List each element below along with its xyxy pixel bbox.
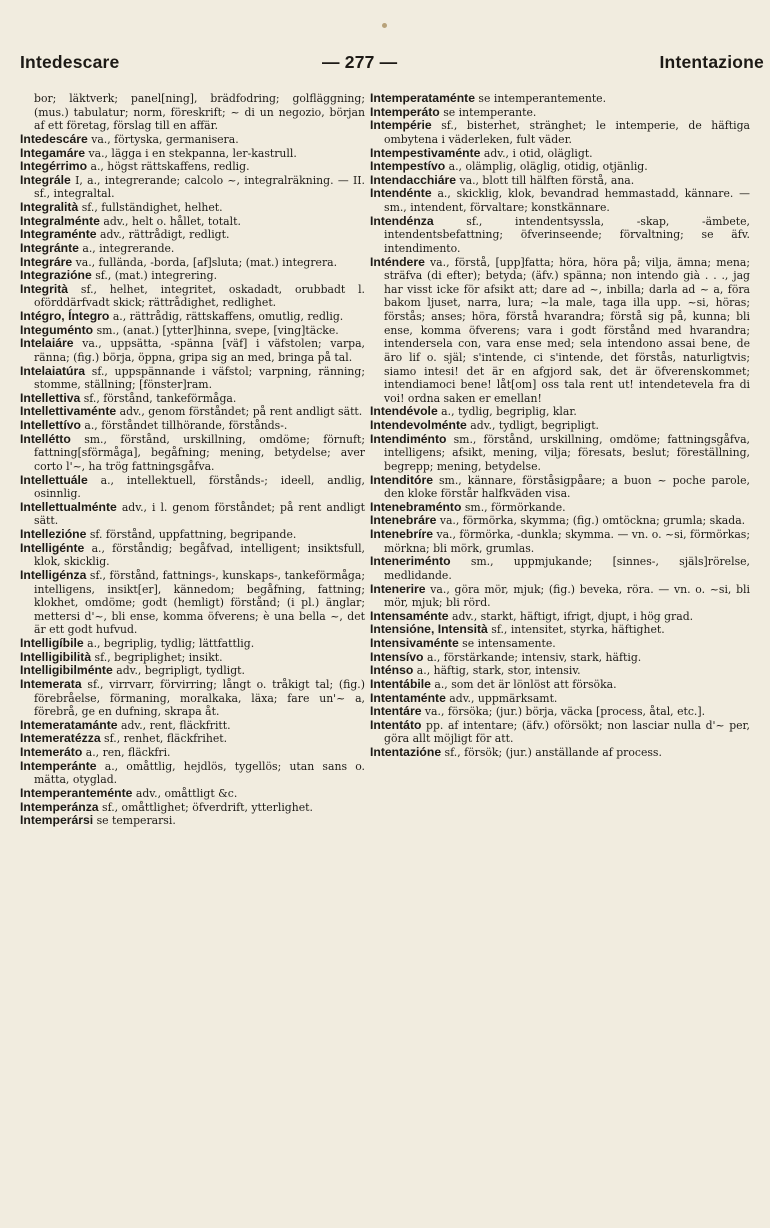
dictionary-entry [20, 92, 365, 133]
dictionary-entry [370, 664, 750, 678]
entry-headword: Integráre [20, 254, 73, 269]
dictionary-entry [370, 719, 750, 746]
dictionary-entry [370, 92, 750, 106]
entry-headword: Intentaménte [370, 690, 446, 705]
entry-headword: Intentáre [370, 704, 422, 719]
dictionary-entry [370, 637, 750, 651]
entry-headword: Intensívo [370, 649, 424, 664]
dictionary-entry [370, 583, 750, 610]
dictionary-entry [20, 405, 365, 419]
entry-definition: sf., virrvarr, förvirring; långt o. tråkigt tal; (fig.) förebråelse, förmaning, moralkaka, läxa; fare un'~ a, förebrå, ge en dufning, skrapa åt. [34, 677, 365, 719]
entry-definition: adv., omåttligt &c. [132, 786, 238, 800]
dictionary-entry [20, 542, 365, 569]
dictionary-entry [370, 187, 750, 214]
entry-definition: sf., fullständighet, helhet. [78, 201, 223, 214]
entry-headword: Intenebraménto [370, 499, 462, 514]
entry-definition: se intemperantemente. [474, 92, 607, 105]
header-last-word: Intentazione [659, 52, 764, 72]
entry-definition: a., skicklig, klok, bevandrad hemmastadd, kännare. — sm., intendent, förvaltare; konstkännare. [384, 187, 750, 214]
entry-definition: sf., renhet, fläckfrihet. [100, 732, 228, 746]
entry-headword: Intempestivaménte [370, 145, 481, 160]
entry-definition: a., förståndet tillhörande, förstånds-. [80, 419, 288, 432]
dictionary-entry [370, 705, 750, 719]
entry-headword: Intendacchiáre [370, 172, 457, 187]
dictionary-entry [20, 814, 365, 828]
entry-definition: adv., rättrådigt, redligt. [96, 228, 230, 242]
entry-definition: a., rättrådig, rättskaffens, omutlig, redlig. [109, 310, 344, 323]
entry-definition: bor; läktverk; panel[ning], brädfodring; golfläggning; (mus.) tabulatur; norm, föreskrift; ~ di un negozio, början af ett företag, förslag till en affär. [34, 92, 365, 133]
entry-definition: sf., intensitet, styrka, häftighet. [487, 623, 665, 637]
entry-headword: Intendénte [370, 186, 432, 201]
entry-definition: va., förmörka, -dunkla; skymma. — vn. o. ~si, förmörkas; mörkna; bli mörk, grumlas. [384, 528, 750, 555]
entry-headword: Intenebráre [370, 513, 437, 528]
dictionary-entry [20, 242, 365, 256]
dictionary-entry [370, 623, 750, 637]
entry-headword: Inténso [370, 663, 414, 678]
entry-definition: adv., uppmärksamt. [445, 691, 558, 705]
entry-headword: Integránte [20, 240, 79, 255]
dictionary-entry [20, 474, 365, 501]
entry-headword: Intellétto [20, 431, 71, 446]
entry-definition: adv., tydligt, begripligt. [466, 419, 600, 432]
dictionary-entry [20, 215, 365, 229]
dictionary-entry [370, 678, 750, 692]
entry-headword: Intentazióne [370, 745, 442, 759]
entry-headword: Intendevolménte [370, 418, 467, 432]
entry-headword: Intellettivaménte [20, 404, 117, 419]
entry-headword: Intensivaménte [370, 636, 459, 650]
entry-headword: Intensióne, Intensità [370, 622, 488, 637]
dictionary-entry [20, 651, 365, 665]
entry-definition: sf., intendentsyssla, -skap, -ämbete, intendentsbefattning; öfverinseende; förvaltning; se äfv. intendimento. [384, 214, 750, 255]
entry-definition: a., integrerande. [78, 241, 175, 255]
dictionary-entry [370, 555, 750, 582]
dictionary-entry [20, 746, 365, 760]
entry-definition: a., ren, fläckfri. [82, 746, 171, 759]
entry-definition: va., lägga i en stekpanna, ler-kastrull. [85, 146, 297, 160]
dictionary-entry [370, 610, 750, 624]
entry-definition: va., blott till hälften förstå, ana. [456, 173, 635, 187]
entry-headword: Integérrimo [20, 159, 88, 174]
entry-definition: pp. af intentare; (äfv.) oförsökt; non lasciar nulla d'~ per, göra allt möjligt för att. [384, 718, 750, 746]
dictionary-entry [370, 106, 750, 120]
left-column [20, 92, 365, 828]
entry-definition: sf., försök; (jur.) anställande af process. [441, 746, 662, 759]
entry-definition: adv., helt o. hållet, totalt. [99, 214, 241, 228]
entry-headword: Intempestívo [370, 159, 446, 174]
entry-headword: Intenebríre [370, 527, 433, 541]
entry-definition: adv., i otid, olägligt. [480, 146, 593, 160]
entry-headword: Integamáre [20, 145, 86, 160]
dictionary-entry [370, 528, 750, 555]
entry-definition: sf., begriplighet; insikt. [91, 650, 223, 664]
dictionary-entry [370, 692, 750, 706]
entry-headword: Intellettuále [20, 472, 88, 487]
entry-headword: Intellezióne [20, 527, 87, 541]
dictionary-entry [370, 147, 750, 161]
entry-definition: I, a., integrerande; calcolo ~, integralräkning. — II. sf., integraltal. [34, 173, 365, 201]
entry-definition: adv., genom förståndet; på rent andligt sätt. [116, 405, 363, 419]
dictionary-entry [20, 719, 365, 733]
entry-headword: Intelaiatúra [20, 363, 86, 378]
entry-headword: Intempérie [370, 118, 432, 133]
entry-headword: Integrità [20, 281, 69, 296]
dictionary-entry [20, 147, 365, 161]
entry-headword: Intemerata [20, 676, 82, 691]
entry-headword: Intendiménto [370, 431, 447, 446]
dictionary-entry [370, 215, 750, 256]
entry-definition: sm., förstånd, urskillning, omdöme; förnuft; fattning[sförmåga], begåfning; mening, betydelse; aver corto l'~, ha trög fattningsgåfva. [34, 432, 365, 473]
dictionary-entry [20, 787, 365, 801]
entry-headword: Intellettualménte [20, 499, 117, 514]
entry-headword: Intenditóre [370, 472, 433, 487]
entry-definition: va., förstå, [upp]fatta; höra, höra på; vilja, ämna; mena; sträfva (di efter); betyda; (äfv.) spänna; non intendo già . . ., jag har visst icke för afsikt att; dare ad ~, inbilla; darla ad ~ a, föra bakom ljuset, narra, lura; ~la male, taga illa upp. ~si, höras; förstås; anses; höra, förstå hvarandra; förstå sig på, kunna; bli ense, komma öfverens; vara i godt förstånd med hvarandra; intendersela con, vara ense med; sela intendono assai bene, de äro lif o. själ; s'intende, ci s'intende, det förstås, naturligtvis; siamo intesi! det är en afgjord sak, det är öfverenskommet; intendiamoci bene! låt[om] oss tala rent ut! intendetevela fra di voi! ordna saken er emellan! [384, 255, 750, 405]
dictionary-entry [370, 160, 750, 174]
dictionary-entry [20, 174, 365, 201]
entry-definition: sm., uppmjukande; [sinnes-, själs]rörelse, medlidande. [384, 555, 750, 582]
entry-definition: se temperarsi. [93, 814, 176, 828]
entry-definition: sf., bisterhet, stränghet; le intemperie, de häftiga ombytena i väderleken, fult väder. [384, 119, 750, 146]
entry-headword: Integrále [20, 172, 71, 187]
dictionary-entry [20, 310, 365, 324]
entry-headword: Intendénza [370, 213, 434, 228]
entry-headword: Intendévole [370, 404, 438, 419]
entry-headword: Intelaiáre [20, 336, 74, 351]
entry-definition: a., förstärkande; intensiv, stark, häftig. [423, 650, 642, 664]
entry-definition: adv., starkt, häftigt, ifrigt, djupt, i hög grad. [448, 609, 694, 623]
entry-headword: Intemperársi [20, 813, 94, 828]
entry-headword: Intemeratamánte [20, 717, 118, 732]
dictionary-entry [370, 119, 750, 146]
entry-definition: a., som det är lönlöst att försöka. [430, 677, 617, 691]
dictionary-entry [370, 746, 750, 760]
entry-headword: Integuménto [20, 322, 94, 337]
entry-definition: va., försöka; (jur.) börja, väcka [process, åtal, etc.]. [421, 705, 706, 719]
entry-definition: sf., helhet, integritet, oskadadt, orubbadt l. oförddärfvadt skick; rättrådighet, redlighet. [34, 282, 365, 310]
dictionary-entry [370, 514, 750, 528]
dictionary-entry [20, 419, 365, 433]
dictionary-entry [20, 283, 365, 310]
entry-definition: adv., rent, fläckfritt. [117, 718, 231, 732]
entry-definition: va., uppsätta, -spänna [väf] i väfstolen; varpa, ränna; (fig.) börja, öppna, gripa sig an med, bringa på tal. [34, 337, 365, 364]
entry-definition: va., förtyska, germanisera. [87, 132, 239, 146]
entry-definition: a., förståndig; begåfvad, intelligent; insiktsfull, klok, skicklig. [34, 541, 365, 569]
entry-definition: adv., begripligt, tydligt. [112, 664, 245, 678]
dictionary-entry [20, 501, 365, 528]
dictionary-entry [20, 801, 365, 815]
dictionary-entry [20, 228, 365, 242]
entry-headword: Inteneriménto [370, 554, 451, 569]
entry-definition: sf., omåttlighet; öfverdrift, ytterlighet. [98, 800, 313, 814]
right-column [370, 92, 750, 760]
entry-headword: Intemperánte [20, 758, 97, 773]
header-first-word: Intedescare [20, 52, 120, 72]
entry-definition: va., fullända, -borda, [af]sluta; (mat.) integrera. [72, 255, 338, 269]
entry-headword: Integralità [20, 200, 79, 214]
entry-definition: a., tydlig, begriplig, klar. [437, 405, 577, 419]
entry-headword: Intelligibilità [20, 649, 92, 664]
entry-headword: Intellettívo [20, 418, 81, 432]
entry-definition: sm., (anat.) [ytter]hinna, svepe, [ving]täcke. [93, 323, 339, 337]
dictionary-entry [20, 160, 365, 174]
entry-definition: sf., (mat.) integrering. [91, 269, 218, 283]
entry-definition: sm., förstånd, urskillning, omdöme; fattningsgåfva, intelligens; afsikt, mening, vilja; föresats, beslut; föreställning, begrepp; mening, betydelse. [384, 432, 750, 473]
entry-definition: a., omåttlig, hejdlös, tygellös; utan sans o. mätta, otyglad. [34, 759, 365, 787]
entry-headword: Intensaménte [370, 608, 449, 623]
entry-headword: Integrazióne [20, 268, 92, 283]
entry-definition: adv., i l. genom förståndet; på rent andligt sätt. [34, 500, 365, 528]
dictionary-entry [20, 392, 365, 406]
entry-definition: a., högst rättskaffens, redlig. [87, 160, 250, 174]
entry-headword: Intellettiva [20, 390, 81, 405]
entry-headword: Integraménte [20, 227, 97, 242]
entry-headword: Intenerire [370, 581, 426, 596]
dictionary-entry [370, 474, 750, 501]
dictionary-entry [20, 324, 365, 338]
entry-definition: sm., kännare, förståsigpåare; a buon ~ poche parole, den kloke förstår halfkväden visa. [384, 473, 750, 501]
dictionary-entry [20, 201, 365, 215]
entry-headword: Intelligénte [20, 540, 85, 555]
entry-headword: Intentábile [370, 676, 431, 691]
entry-definition: sf., förstånd, tankeförmåga. [80, 391, 237, 405]
entry-headword: Intemeráto [20, 745, 83, 759]
entry-headword: Intentáto [370, 717, 422, 732]
entry-definition: sf., förstånd, fattnings-, kunskaps-, tankeförmåga; intelligens, insikt[er], kännedom; begåfning, fattning; klokhet, omdöme; godt (hemligt) förstånd; (i pl.) änglar; mettersi d'~, bli ense, komma öfverens; è una bella ~, det är ett godt hufvud. [34, 568, 365, 637]
entry-definition: sf., uppspännande i väfstol; varpning, ränning; stomme, ställning; [fönster]ram. [34, 364, 365, 392]
dictionary-entry [20, 664, 365, 678]
dictionary-entry [20, 365, 365, 392]
entry-definition: sm., förmörkande. [461, 500, 566, 514]
dictionary-entry [370, 501, 750, 515]
page-header [20, 52, 764, 78]
dictionary-entry [20, 528, 365, 542]
dictionary-entry [370, 405, 750, 419]
dictionary-entry [370, 419, 750, 433]
entry-headword: Intégro, Íntegro [20, 309, 110, 323]
dictionary-entry [20, 433, 365, 474]
dictionary-entry [20, 256, 365, 270]
entry-definition: se intensamente. [458, 637, 556, 650]
entry-definition: a., intellektuell, förstånds-; ideell, andlig, osinnlig. [34, 473, 365, 501]
dictionary-entry [20, 133, 365, 147]
dictionary-entry [20, 760, 365, 787]
entry-headword: Intelligibilménte [20, 663, 113, 678]
entry-headword: Inténdere [370, 254, 425, 269]
dictionary-entry [370, 433, 750, 474]
dictionary-entry [20, 637, 365, 651]
entry-headword: Intemperataménte [370, 91, 475, 105]
entry-headword: Intedescáre [20, 131, 88, 146]
entry-definition: se intemperante. [439, 105, 537, 119]
dictionary-entry [20, 678, 365, 719]
entry-headword: Intemeratézza [20, 731, 101, 746]
dictionary-entry [370, 651, 750, 665]
entry-definition: a., begriplig, tydlig; lättfattlig. [83, 637, 255, 650]
dictionary-entry [370, 174, 750, 188]
dictionary-entry [20, 732, 365, 746]
dictionary-entry [20, 269, 365, 283]
entry-definition: va., förmörka, skymma; (fig.) omtöckna; grumla; skada. [436, 514, 746, 528]
entry-headword: Intelligénza [20, 567, 87, 582]
entry-definition: va., göra mör, mjuk; (fig.) beveka, röra. — vn. o. ~si, bli mör, mjuk; bli rörd. [384, 582, 750, 610]
dictionary-entry [20, 569, 365, 637]
entry-definition: a., häftig, stark, stor, intensiv. [413, 664, 581, 678]
entry-headword: Intemperáto [370, 104, 440, 119]
entry-headword: Intemperánza [20, 799, 99, 814]
entry-headword: Integralménte [20, 213, 100, 228]
entry-definition: a., olämplig, oläglig, otidig, otjänlig. [445, 160, 648, 174]
page-number: — 277 — [322, 52, 398, 72]
entry-headword: Intemperanteménte [20, 785, 133, 800]
dictionary-entry [20, 337, 365, 364]
paper-speck [382, 23, 387, 28]
entry-headword: Intelligíbile [20, 636, 84, 650]
entry-definition: sf. förstånd, uppfattning, begripande. [86, 528, 297, 541]
dictionary-entry [370, 256, 750, 406]
